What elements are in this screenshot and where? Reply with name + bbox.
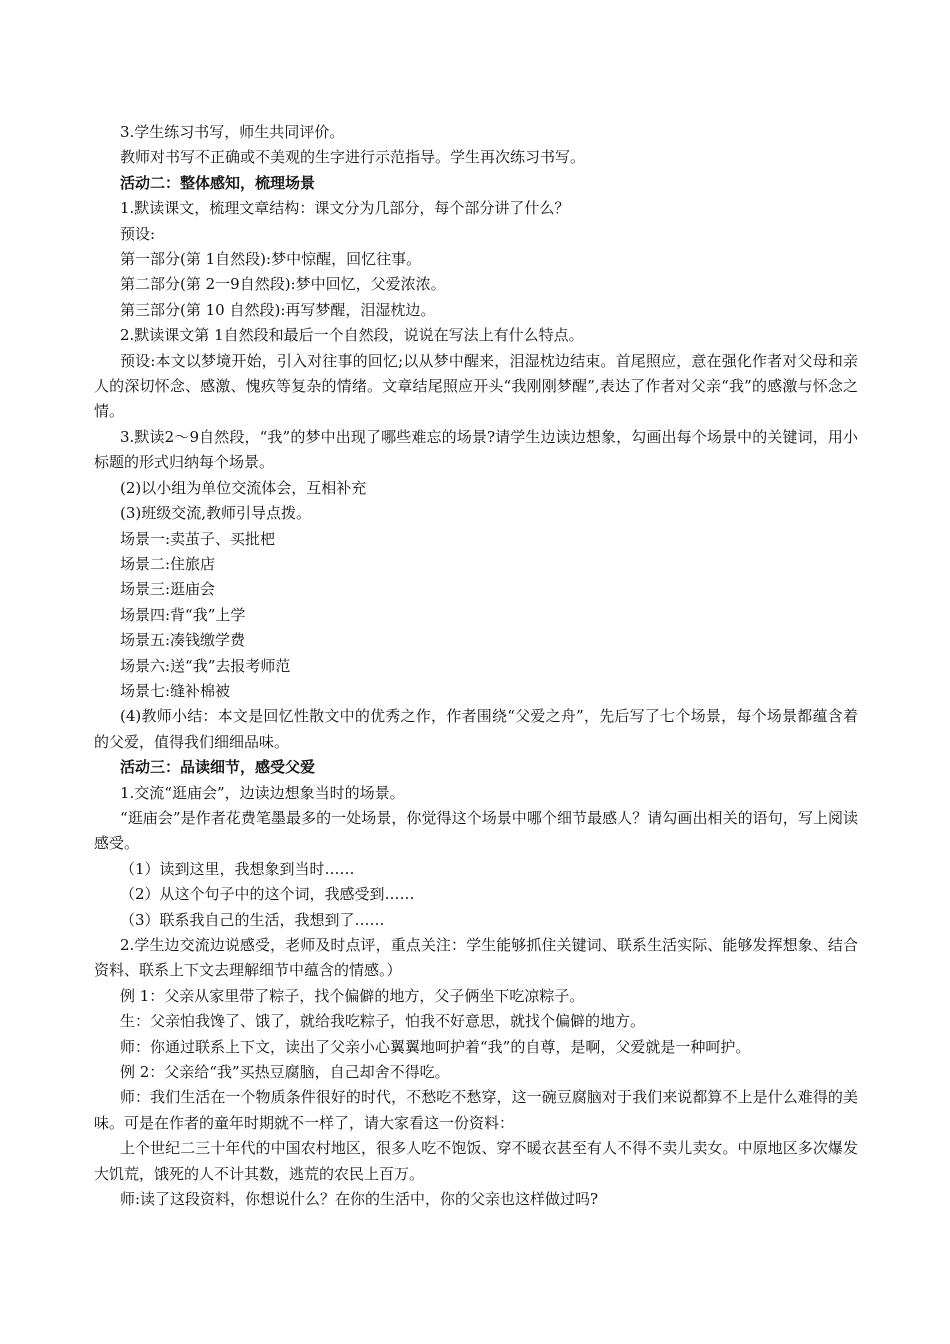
paragraph: 师：你通过联系上下文，读出了父亲小心翼翼地呵护着“我”的自尊，是啊，父爱就是一种呵护。 [120, 1037, 751, 1056]
paragraph: 教师对书写不正确或不美观的生字进行示范指导。学生再次练习书写。 [120, 148, 586, 167]
paragraph: “逛庙会”是作者花费笔墨最多的一处场景，你觉得这个场景中哪个细节最感人？请勾画出相关的语句，写上阅读感受。 [94, 808, 858, 853]
paragraph: 2.默读课文第 1自然段和最后一个自然段，说说在写法上有什么特点。 [120, 326, 584, 345]
paragraph: 1.交流“逛庙会”，边读边想象当时的场景。 [120, 783, 405, 802]
paragraph: 例 2：父亲给“我”买热豆腐脑，自己却舍不得吃。 [120, 1063, 450, 1082]
paragraph: （3）联系我自己的生活，我想到了…… [120, 910, 385, 929]
paragraph: 预设: [120, 224, 156, 243]
paragraph: 3.默读2～9自然段，“我”的梦中出现了哪些难忘的场景?请学生边读边想象，勾画出每个场景中的关键词，用小标题的形式归纳每个场景。 [94, 427, 858, 472]
paragraph: 生：父亲怕我馋了、饿了，就给我吃粽子，怕我不好意思，就找个偏僻的地方。 [120, 1012, 646, 1031]
paragraph: 场景三:逛庙会 [120, 580, 216, 599]
paragraph: 场景七:缝补棉被 [120, 681, 231, 700]
paragraph: 第三部分(第 10 自然段):再写梦醒，泪湿枕边。 [120, 300, 436, 319]
paragraph: 师:读了这段资料，你想说什么？在你的生活中，你的父亲也这样做过吗? [120, 1190, 599, 1209]
paragraph: 第二部分(第 2一9自然段):梦中回忆，父爱浓浓。 [120, 275, 446, 294]
paragraph: （2）从这个句子中的这个词，我感受到…… [120, 885, 415, 904]
paragraph: 例 1：父亲从家里带了粽子，找个偏僻的地方，父子俩坐下吃凉粽子。 [120, 986, 585, 1005]
paragraph: 场景五:凑钱缴学费 [120, 631, 246, 650]
paragraph: 场景四:背“我”上学 [120, 605, 246, 624]
paragraph: (4)教师小结：本文是回忆性散文中的优秀之作，作者围绕“父爱之舟”，先后写了七个场景，每个场景都蕴含着的父爱，值得我们细细品味。 [94, 707, 858, 751]
section-heading: 活动三：品读细节，感受父爱 [120, 758, 316, 777]
paragraph: （1）读到这里，我想象到当时…… [120, 859, 355, 878]
paragraph: (2)以小组为单位交流体会，互相补充 [120, 478, 367, 497]
paragraph: 预设:本文以梦境开始，引入对往事的回忆;以从梦中醒来，泪湿枕边结束。首尾照应，意在强化作者对父母和亲人的深切怀念、感激、愧疚等复杂的情绪。文章结尾照应开头“我刚刚梦醒”,表达了作者对父亲“我”的感激与怀念之情。 [94, 351, 858, 421]
paragraph: 场景二:住旅店 [120, 554, 216, 573]
paragraph: 场景一:卖茧子、买批杷 [120, 529, 276, 548]
section-heading: 活动二：整体感知，梳理场景 [120, 173, 316, 192]
paragraph: 第一部分(第 1自然段):梦中惊醒，回忆往事。 [120, 250, 422, 269]
paragraph: 师：我们生活在一个物质条件很好的时代，不愁吃不愁穿，这一碗豆腐脑对于我们来说都算不上是什么难得的美味。可是在作者的童年时期就不一样了，请大家看这一份资料： [94, 1088, 858, 1132]
paragraph: (3)班级交流,教师引导点拨。 [120, 504, 312, 523]
paragraph: 场景六:送“我”去报考师范 [120, 656, 291, 675]
paragraph: 上个世纪二三十年代的中国农村地区，很多人吃不饱饭、穿不暖衣甚至有人不得不卖儿卖女。中原地区多次爆发大饥荒，饿死的人不计其数，逃荒的农民上百万。 [94, 1139, 858, 1183]
paragraph: 2.学生边交流边说感受，老师及时点评，重点关注：学生能够抓住关键词、联系生活实际、能够发挥想象、结合资料、联系上下文去理解细节中蕴含的情感。） [94, 936, 858, 980]
paragraph: 3.学生练习书写，师生共同评价。 [120, 123, 345, 141]
paragraph: 1.默读课文，梳理文章结构：课文分为几部分，每个部分讲了什么？ [120, 199, 570, 218]
